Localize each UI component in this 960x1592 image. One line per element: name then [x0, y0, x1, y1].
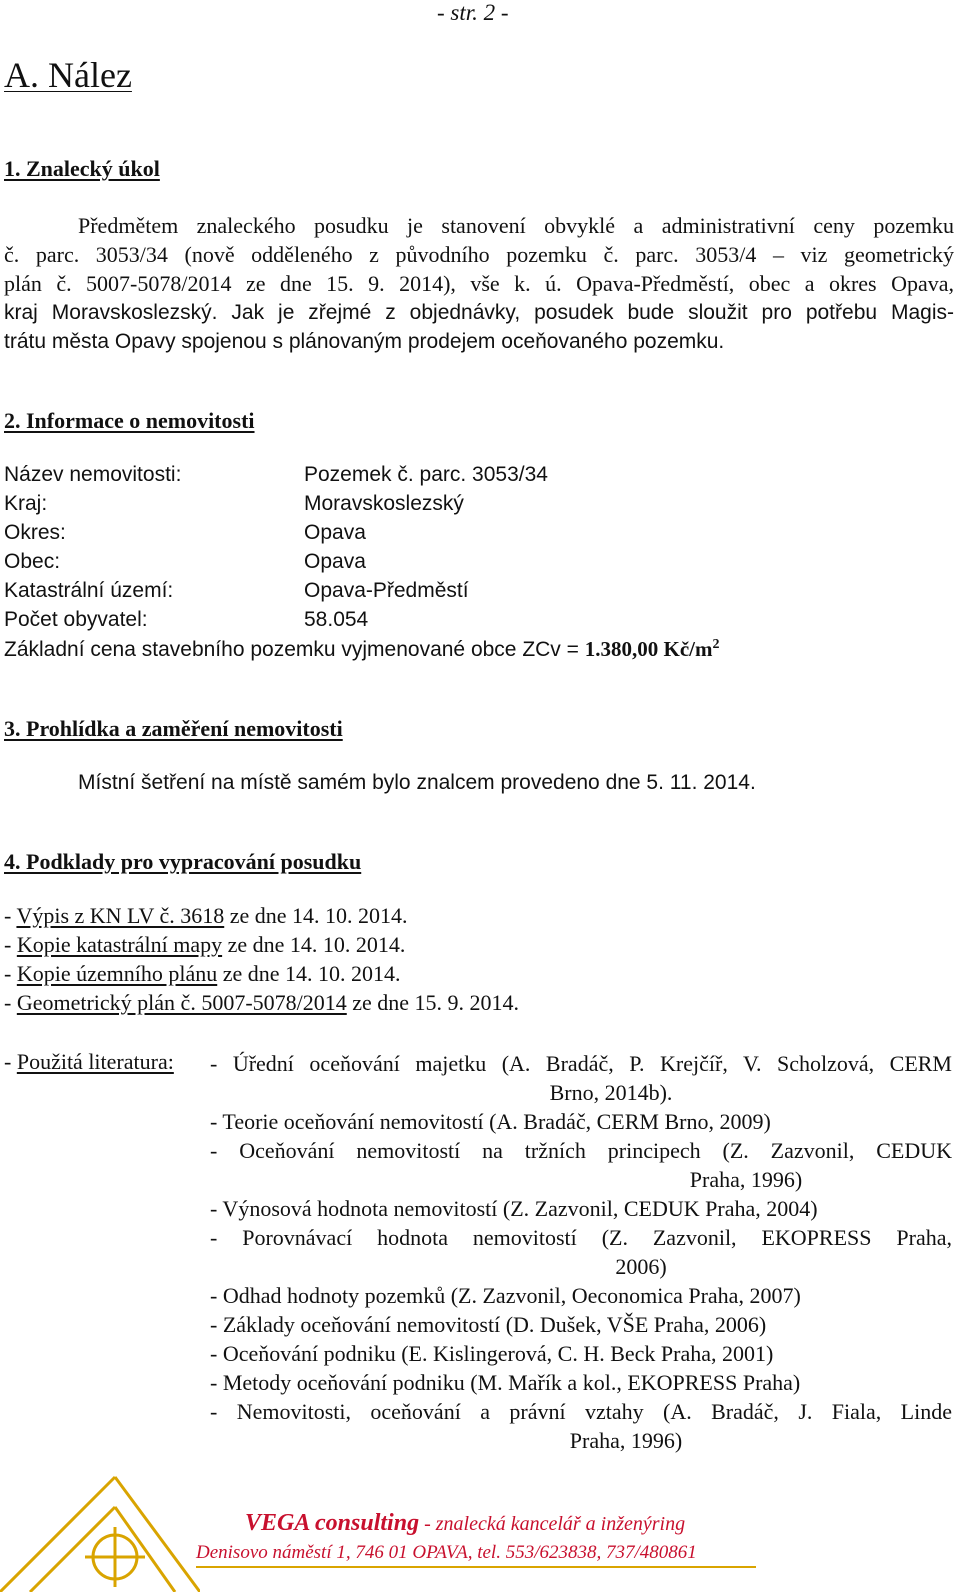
- section-1-paragraph: [4, 211, 954, 356]
- base-price-value: 1.380,00 Kč/m: [584, 637, 713, 661]
- info-value: Moravskoslezský: [304, 492, 464, 515]
- info-label: Název nemovitosti:: [4, 463, 182, 486]
- page-title: A. Nález: [4, 55, 132, 95]
- paragraph-line: trátu města Opavy spojenou s plánovaným prodejem oceňovaného pozemku.: [4, 330, 725, 353]
- paragraph-line: Předmětem znaleckého posudku je stanovení obvyklé a administrativní ceny pozemku: [78, 213, 954, 238]
- document-date: ze dne 15. 9. 2014.: [346, 990, 520, 1015]
- paragraph-fragment: kraj Moravskoslezský.: [4, 301, 218, 324]
- literature-item: [210, 1310, 952, 1339]
- document-item: [4, 903, 408, 929]
- firm-name: VEGA consulting: [245, 1510, 420, 1536]
- footer-divider: [196, 1566, 756, 1568]
- literature-line: - Oceňování nemovitostí na tržních principech (Z. Zazvonil, CEDUK: [210, 1138, 952, 1163]
- base-price-line: [4, 637, 719, 662]
- paragraph-fragment: Jak je zřejmé z objednávky, posudek bude sloužit pro potřebu Magis-: [231, 301, 954, 324]
- literature-line: - Úřední oceňování majetku (A. Bradáč, P. Krejčíř, V. Scholzová, CERM: [210, 1051, 952, 1076]
- section-2-heading: 2. Informace o nemovitosti: [4, 408, 255, 433]
- document-date: ze dne 14. 10. 2014.: [224, 903, 408, 928]
- page-number: - str. 2 -: [437, 0, 509, 25]
- document-item: [4, 961, 401, 987]
- logo-stroke: [0, 1477, 115, 1592]
- literature-line: Praha, 1996): [569, 1428, 683, 1453]
- info-value: Pozemek č. parc. 3053/34: [304, 463, 548, 486]
- literature-line: Brno, 2014b).: [549, 1080, 673, 1105]
- info-label: Okres:: [4, 521, 66, 544]
- literature-heading: [4, 1049, 174, 1075]
- list-dash: -: [4, 990, 17, 1015]
- inspection-text: Místní šetření na místě samém bylo znalcem provedeno dne 5. 11. 2014.: [78, 771, 756, 794]
- list-dash: -: [4, 932, 17, 957]
- paragraph-line: č. parc. 3053/34 (nově odděleného z původního pozemku č. parc. 3053/4 – viz geometrický: [4, 242, 954, 267]
- info-value: Opava: [304, 521, 366, 544]
- literature-line: - Oceňování podniku (E. Kislingerová, C. H. Beck Praha, 2001): [210, 1341, 774, 1366]
- paragraph-line: [4, 298, 954, 327]
- literature-line: - Výnosová hodnota nemovitostí (Z. Zazvonil, CEDUK Praha, 2004): [210, 1196, 818, 1221]
- list-dash: -: [4, 961, 17, 986]
- literature-line: - Teorie oceňování nemovitostí (A. Bradáč, CERM Brno, 2009): [210, 1109, 771, 1134]
- literature-item: [210, 1339, 952, 1368]
- section-1-heading: 1. Znalecký úkol: [4, 156, 160, 181]
- document-name: Geometrický plán č. 5007-5078/2014: [16, 990, 347, 1015]
- literature-line: - Nemovitosti, oceňování a právní vztahy (A. Bradáč, J. Fiala, Linde: [210, 1399, 952, 1424]
- document-date: ze dne 14. 10. 2014.: [222, 932, 406, 957]
- document-name: Kopie územního plánu: [16, 961, 218, 986]
- footer-address: Denisovo náměstí 1, 746 01 OPAVA, tel. 553/623838, 737/480861: [196, 1542, 697, 1563]
- literature-line: - Porovnávací hodnota nemovitostí (Z. Zazvonil, EKOPRESS Praha,: [210, 1225, 952, 1250]
- literature-line: - Metody oceňování podniku (M. Mařík a kol., EKOPRESS Praha): [210, 1370, 801, 1395]
- literature-label: Použitá literatura:: [16, 1049, 174, 1074]
- info-label: Obec:: [4, 550, 61, 573]
- info-label: Počet obyvatel:: [4, 608, 148, 631]
- literature-item: [210, 1281, 952, 1310]
- list-dash: -: [4, 903, 17, 928]
- document-name: Kopie katastrální mapy: [16, 932, 223, 957]
- info-value: 58.054: [304, 608, 369, 631]
- document-name: Výpis z KN LV č. 3618: [16, 903, 225, 928]
- base-price-label: Základní cena stavebního pozemku vyjmenované obce ZCv =: [4, 638, 585, 661]
- literature-item: [210, 1397, 952, 1455]
- firm-tagline: - znalecká kancelář a inženýring: [419, 1513, 686, 1535]
- document-item: [4, 990, 519, 1016]
- literature-item: [210, 1194, 952, 1223]
- paragraph-line: plán č. 5007-5078/2014 ze dne 15. 9. 2014), vše k. ú. Opava-Předměstí, obec a okres Opava,: [4, 271, 954, 296]
- base-price-sup: 2: [712, 637, 720, 652]
- section-4-heading: 4. Podklady pro vypracování posudku: [4, 849, 362, 874]
- literature-line: 2006): [615, 1254, 667, 1279]
- info-label: Katastrální území:: [4, 579, 174, 602]
- literature-line: - Odhad hodnoty pozemků (Z. Zazvonil, Oeconomica Praha, 2007): [210, 1283, 801, 1308]
- info-value: Opava-Předměstí: [304, 579, 469, 602]
- literature-line: - Základy oceňování nemovitostí (D. Dušek, VŠE Praha, 2006): [210, 1312, 767, 1337]
- literature-item: [210, 1368, 952, 1397]
- info-label: Kraj:: [4, 492, 48, 515]
- literature-line: Praha, 1996): [689, 1167, 803, 1192]
- document-item: [4, 932, 405, 958]
- literature-item: [210, 1107, 952, 1136]
- footer-firm: [245, 1510, 685, 1537]
- info-value: Opava: [304, 550, 366, 573]
- literature-item: [210, 1223, 952, 1281]
- literature-item: [210, 1136, 952, 1194]
- vega-logo-icon: [0, 1465, 200, 1592]
- literature-item: [210, 1049, 952, 1107]
- document-date: ze dne 14. 10. 2014.: [217, 961, 401, 986]
- list-dash: -: [4, 1049, 17, 1074]
- section-3-heading: 3. Prohlídka a zaměření nemovitosti: [4, 716, 343, 741]
